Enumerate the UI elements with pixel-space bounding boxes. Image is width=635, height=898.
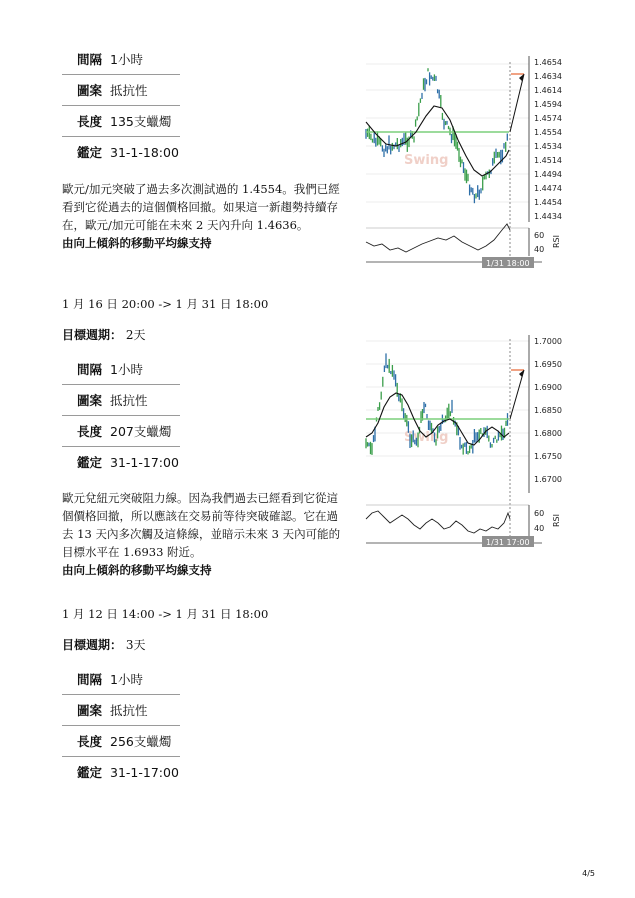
y-tick-label: 1.4554 <box>534 128 562 137</box>
y-tick-label: 1.4634 <box>534 72 562 81</box>
prop-key: 圖案 <box>62 75 108 106</box>
date-range-2: 1 月 16 日 20:00 -> 1 月 31 日 18:00 <box>62 297 269 311</box>
y-tick-label: 1.4534 <box>534 142 562 151</box>
date-range-3: 1 月 12 日 14:00 -> 1 月 31 日 18:00 <box>62 607 269 621</box>
target-period-value: 3天 <box>125 638 146 652</box>
y-tick-label: 1.6700 <box>534 475 562 484</box>
y-tick-label: 1.4594 <box>534 100 562 109</box>
y-tick-label: 1.4494 <box>534 170 562 179</box>
prop-key: 鑑定 <box>76 455 102 470</box>
prop-value: 1小時 <box>108 44 180 75</box>
rsi-tick-label: 40 <box>534 524 545 533</box>
target-period-label: 目標週期： <box>62 638 123 652</box>
support-note: 由向上傾斜的移動平均線支持 <box>62 236 212 250</box>
chart-1-svg <box>364 52 574 270</box>
prop-key: 間隔 <box>62 44 108 75</box>
prop-value: 207支蠟燭 <box>108 416 180 447</box>
svg-text:Swing: Swing <box>404 430 449 445</box>
y-tick-label: 1.7000 <box>534 337 562 346</box>
chart-2 <box>364 333 574 555</box>
target-period-2 <box>62 326 145 343</box>
prop-key: 長度 <box>62 106 108 137</box>
rsi-title: RSI <box>552 235 561 248</box>
description-text: 歐元/加元突破了過去多次測試過的 1.4554。我們已經看到它從過去的這個價格回撤。如果這一新趨勢持續存在，歐元/加元可能在未來 2 天內升向 1.4636。 <box>62 182 340 232</box>
support-note: 由向上傾斜的移動平均線支持 <box>62 563 212 577</box>
y-tick-label: 1.6750 <box>534 452 562 461</box>
properties-table-2 <box>62 354 180 477</box>
prop-value: 135支蠟燭 <box>108 106 180 137</box>
chart-1 <box>364 52 574 274</box>
prop-value: 31-1-17:00 <box>110 764 179 780</box>
y-tick-label: 1.4514 <box>534 156 562 165</box>
page-number: 4/5 <box>582 869 595 878</box>
prop-key: 鑑定 <box>76 145 102 160</box>
prop-value: 抵抗性 <box>108 695 180 726</box>
prop-value: 抵抗性 <box>108 75 180 106</box>
y-tick-label: 1.4474 <box>534 184 562 193</box>
rsi-line <box>366 511 510 533</box>
prop-value: 1小時 <box>108 664 180 695</box>
y-tick-label: 1.4574 <box>534 114 562 123</box>
prop-key: 鑑定 <box>76 765 102 780</box>
rsi-tick-label: 60 <box>534 231 545 240</box>
prop-key: 間隔 <box>62 664 108 695</box>
timestamp-label: 1/31 17:00 <box>486 538 530 547</box>
y-tick-label: 1.6850 <box>534 406 562 415</box>
target-period-3 <box>62 636 145 653</box>
description-1 <box>62 180 347 252</box>
prop-value: 抵抗性 <box>108 385 180 416</box>
description-2 <box>62 489 347 579</box>
prop-key: 圖案 <box>62 385 108 416</box>
prop-value: 31-1-18:00 <box>110 144 179 160</box>
prop-value: 31-1-17:00 <box>110 454 179 470</box>
y-tick-label: 1.4454 <box>534 198 562 207</box>
rsi-title: RSI <box>552 514 561 527</box>
description-text: 歐元兌紐元突破阻力線。因為我們過去已經看到它從這個價格回撤，所以應該在交易前等待突破確認。它在過去 13 天內多次觸及這條線，並暗示未來 3 天內可能的目標水平在 1.6933 附近。 <box>62 491 341 559</box>
properties-table-1 <box>62 44 180 167</box>
target-period-value: 2天 <box>125 328 146 342</box>
price-candles <box>366 68 507 203</box>
y-tick-label: 1.4654 <box>534 58 562 67</box>
prop-key: 間隔 <box>62 354 108 385</box>
prop-key: 圖案 <box>62 695 108 726</box>
chart-2-svg <box>364 333 574 551</box>
y-tick-label: 1.6800 <box>534 429 562 438</box>
timestamp-label: 1/31 18:00 <box>486 259 530 268</box>
target-period-label: 目標週期： <box>62 328 123 342</box>
svg-text:Swing: Swing <box>404 153 449 168</box>
prop-value: 1小時 <box>108 354 180 385</box>
y-tick-label: 1.6950 <box>534 360 562 369</box>
prop-key: 長度 <box>62 416 108 447</box>
rsi-tick-label: 60 <box>534 509 545 518</box>
y-tick-label: 1.6900 <box>534 383 562 392</box>
prop-value: 256支蠟燭 <box>108 726 180 757</box>
prop-key: 長度 <box>62 726 108 757</box>
rsi-tick-label: 40 <box>534 245 545 254</box>
y-tick-label: 1.4434 <box>534 212 562 221</box>
y-tick-label: 1.4614 <box>534 86 562 95</box>
properties-table-3 <box>62 664 180 787</box>
